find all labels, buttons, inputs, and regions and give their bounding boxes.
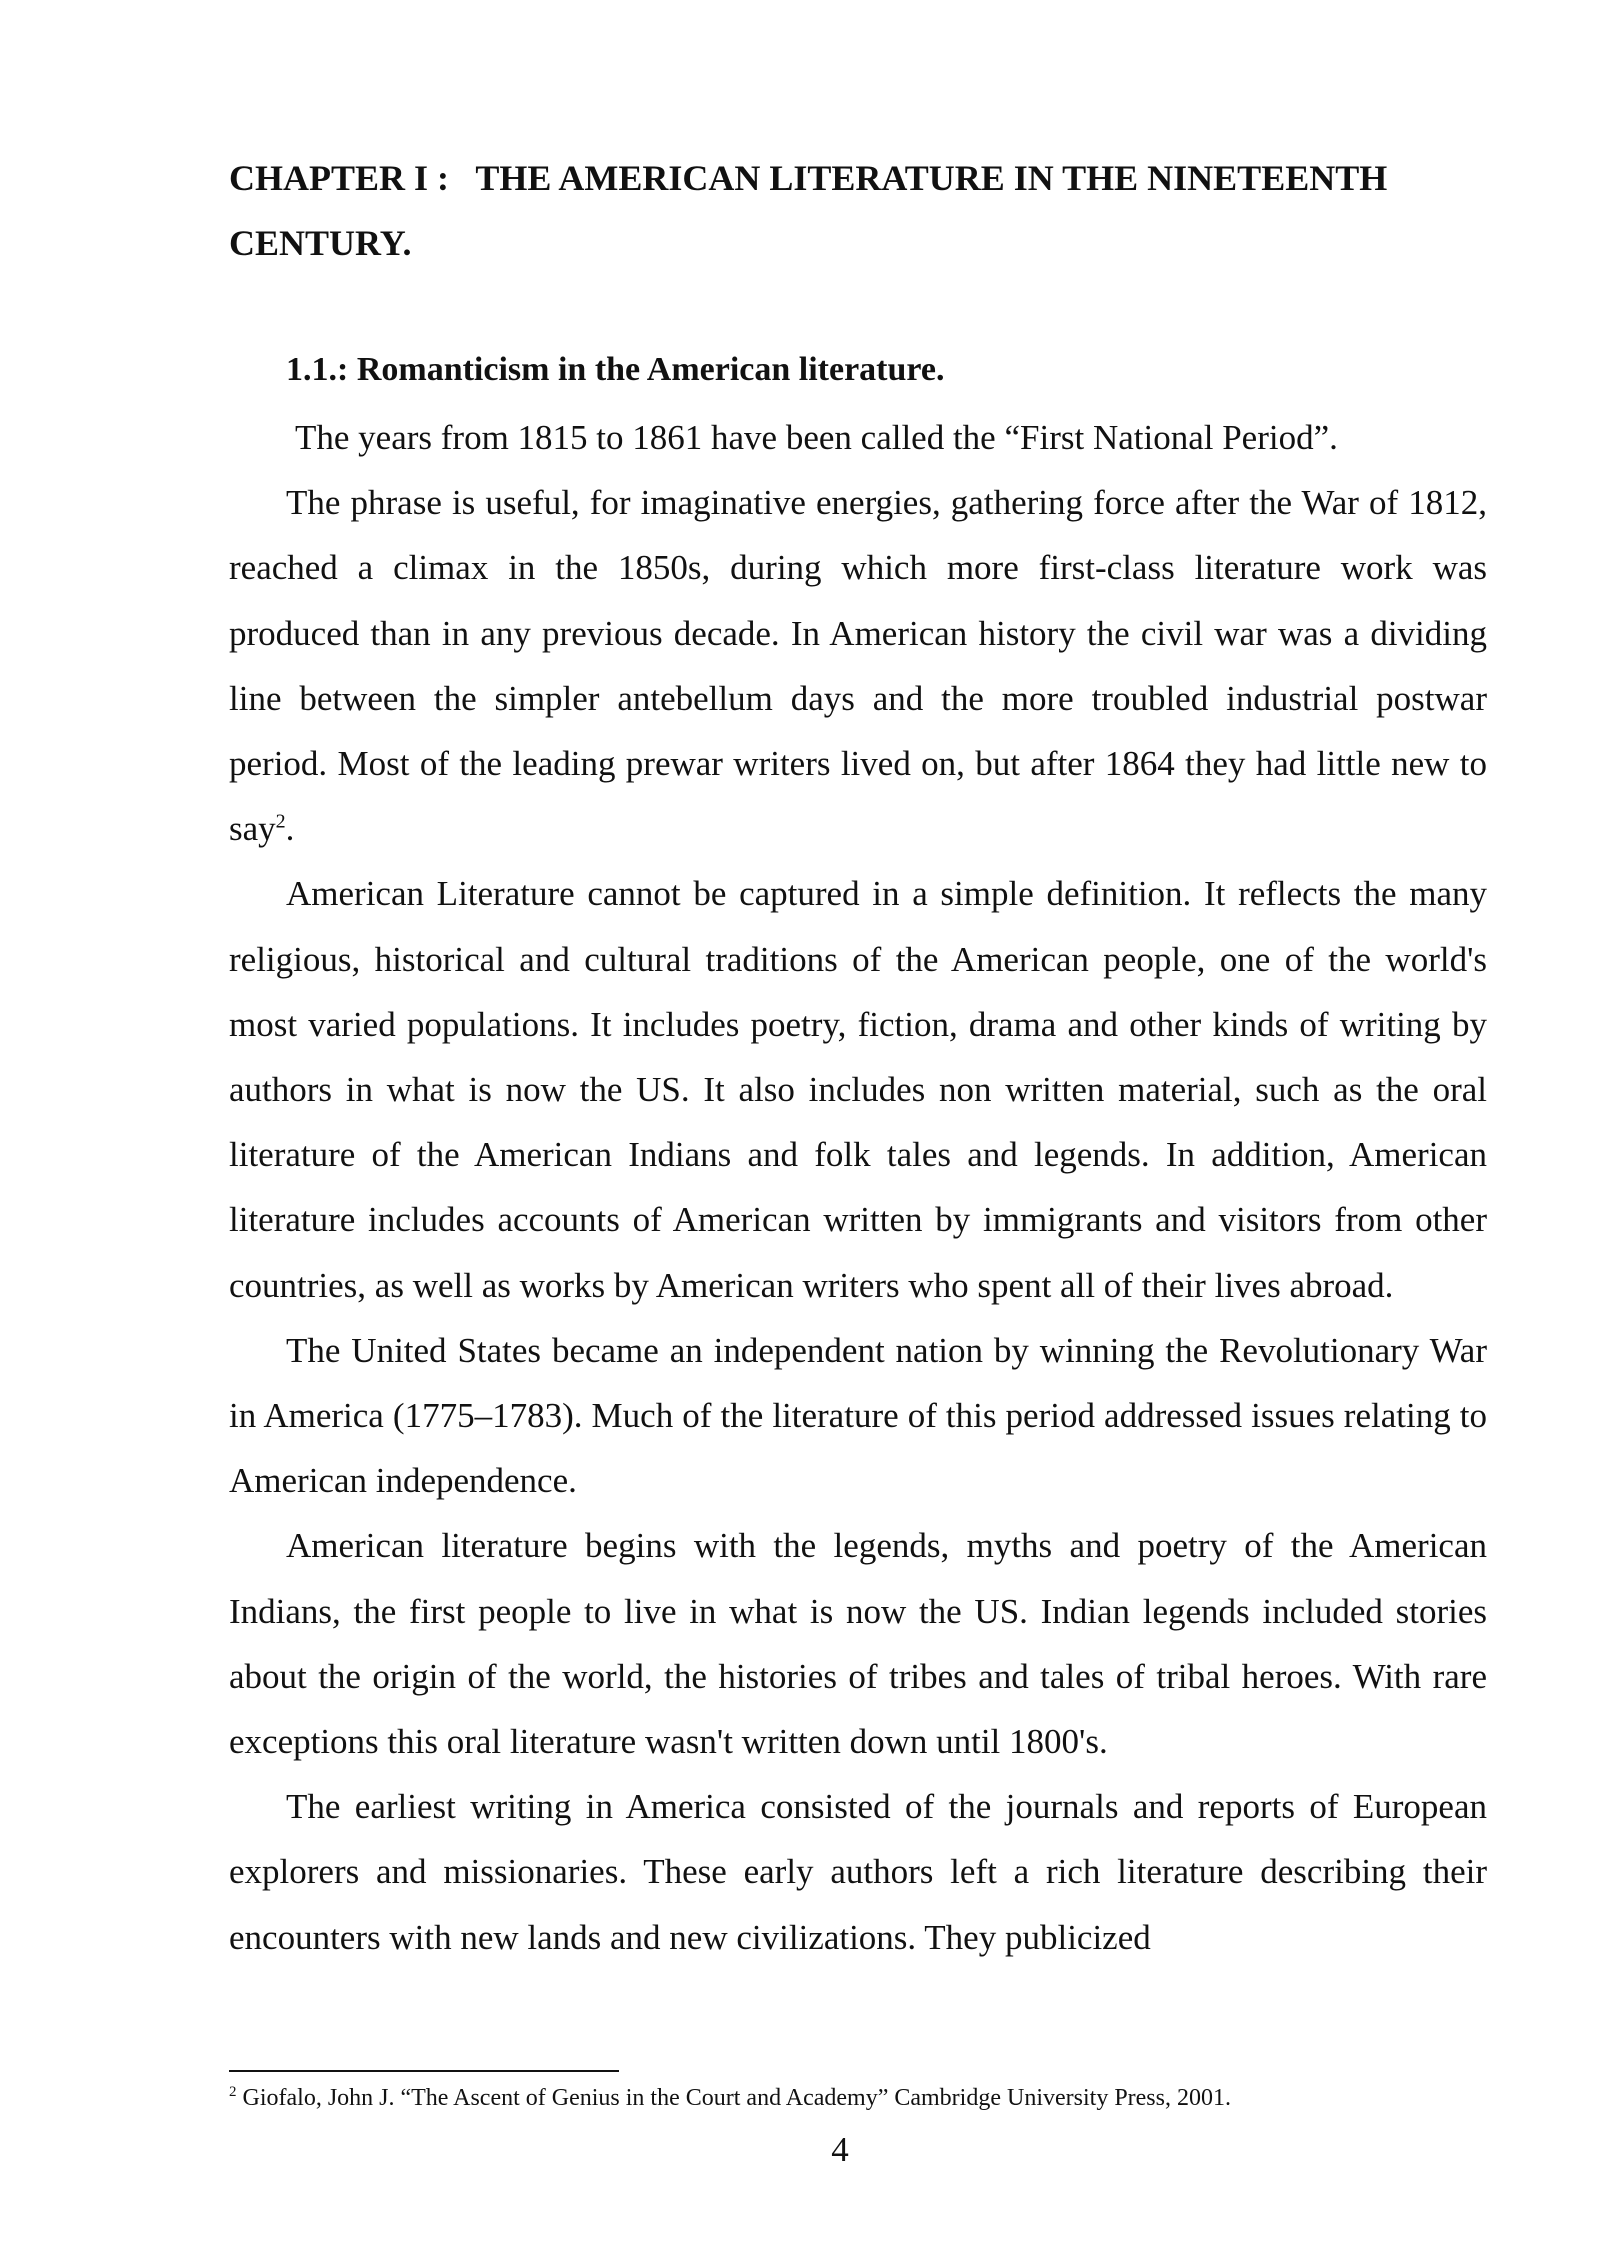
paragraph-phrase-useful	[229, 470, 1487, 861]
footnote-text: Giofalo, John J. “The Ascent of Genius in the Court and Academy” Cambridge University Press, 2001.	[236, 2085, 1231, 2111]
paragraph-earliest-writing: The earliest writing in America consisted of the journals and reports of European explorers and missionaries. These early authors left a rich literature describing their encounters with new lands and new civilizations. They publicized	[229, 1787, 1487, 1957]
paragraph-text: The phrase is useful, for imaginative energies, gathering force after the War of 1812, reached a climax in the 1850s, during which more first-class literature work was produced than in any previous decade. In American history the civil war was a dividing line between the simpler antebellum days and the more troubled industrial postwar period. Most of the leading prewar writers lived on, but after 1864 they had little new to say	[229, 483, 1487, 849]
paragraph-american-indians: American literature begins with the legends, myths and poetry of the American Indians, the first people to live in what is now the US. Indian legends included stories about the origin of the world, the histories of tribes and tales of tribal heroes. With rare exceptions this oral literature wasn't written down until 1800's.	[229, 1526, 1487, 1762]
paragraph-end-punctuation: .	[285, 809, 295, 849]
paragraph-first-national-period: The years from 1815 to 1861 have been called the “First National Period”.	[295, 418, 1338, 457]
footnote-number: 2	[229, 2084, 237, 2100]
page-number: 4	[831, 2130, 849, 2169]
footnote-separator	[229, 2070, 619, 2072]
chapter-title: CHAPTER I : THE AMERICAN LITERATURE IN THE NINETEENTH CENTURY.	[229, 158, 1397, 263]
section-heading: 1.1.: Romanticism in the American literature.	[286, 351, 945, 388]
footnote	[229, 2080, 1489, 2116]
paragraph-independence: The United States became an independent nation by winning the Revolutionary War in America (1775–1783). Much of the literature of this period addressed issues relating to American independence.	[229, 1330, 1487, 1501]
footnote-reference[interactable]: 2	[275, 810, 286, 833]
body-text	[229, 405, 1487, 1970]
paragraph-definition: American Literature cannot be captured in a simple definition. It reflects the many religious, historical and cultural traditions of the American people, one of the world's most varied populations. It includes poetry, fiction, drama and other kinds of writing by authors in what is now the US. It also includes non written material, such as the oral literature of the American Indians and folk tales and legends. In addition, American literature includes accounts of American written by immigrants and visitors from other countries, as well as works by American writers who spent all of their lives abroad.	[229, 874, 1487, 1305]
